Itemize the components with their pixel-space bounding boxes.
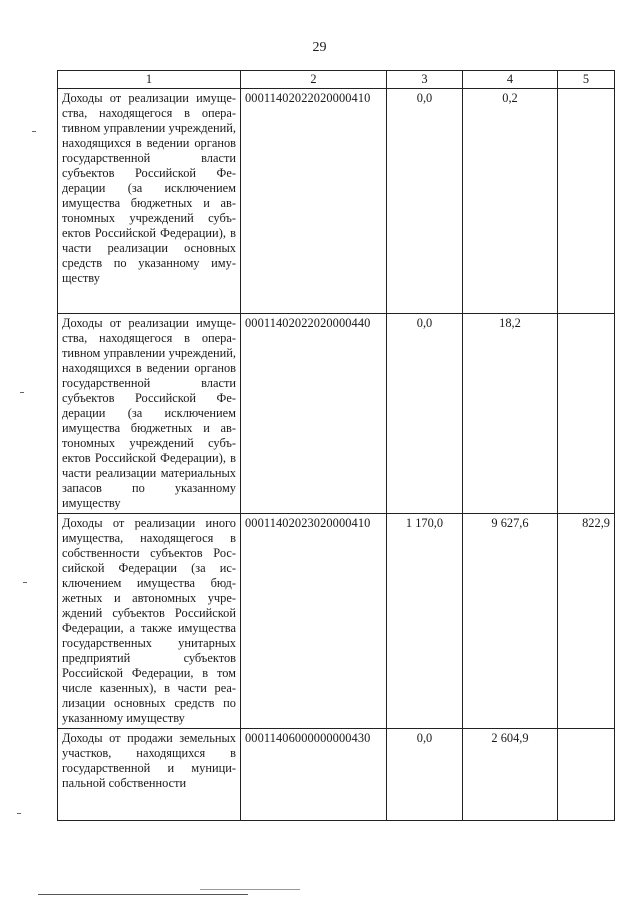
row-description: Доходы от продажи земельных участков, находящихся в государственной и муниципальной собственности [58, 729, 241, 821]
header-col-4: 4 [463, 71, 558, 89]
header-col-1: 1 [58, 71, 241, 89]
header-col-3: 3 [387, 71, 463, 89]
header-col-2: 2 [241, 71, 387, 89]
table-row [58, 514, 615, 729]
table-row [58, 314, 615, 514]
row-value-col4: 9 627,6 [463, 514, 558, 729]
scan-edge-line [38, 894, 248, 895]
row-description: Доходы от реализации иного имущества, находящегося в собственности субъектов Российской Федерации (за исключением имущества бюджетных и автономных учреждений субъектов Российской Федерации, а также имущества государственных унитарных предприятий субъектов Российской Федерации, в том числе казенных), в части реализации основных средств по указанному имуществу [58, 514, 241, 729]
row-value-col4: 0,2 [463, 89, 558, 314]
row-code: 00011402022020000440 [241, 314, 387, 514]
table-header-row [58, 71, 615, 89]
scan-edge-line [200, 889, 300, 890]
row-value-col5: 822,9 [558, 514, 615, 729]
row-value-col3: 1 170,0 [387, 514, 463, 729]
row-code: 00011402023020000410 [241, 514, 387, 729]
row-description: Доходы от реализации имущества, находящегося в оперативном управлении учреждений, находящихся в ведении органов государственной власти субъектов Российской Федерации (за исключением имущества бюджетных и автономных учреждений субъектов Российской Федерации), в части реализации материальных запасов по указанному имуществу [58, 314, 241, 514]
page-number: 29 [312, 40, 327, 55]
row-value-col4: 18,2 [463, 314, 558, 514]
row-value-col3: 0,0 [387, 314, 463, 514]
revenue-table [57, 70, 615, 821]
row-value-col3: 0,0 [387, 729, 463, 821]
row-code: 00011402022020000410 [241, 89, 387, 314]
table-row [58, 729, 615, 821]
row-value-col5 [558, 729, 615, 821]
header-col-5: 5 [558, 71, 615, 89]
table-row [58, 89, 615, 314]
row-value-col5 [558, 314, 615, 514]
scan-mark [23, 582, 27, 583]
scan-mark [32, 131, 36, 132]
row-value-col4: 2 604,9 [463, 729, 558, 821]
row-description: Доходы от реализации имущества, находящегося в оперативном управлении учреждений, находящихся в ведении органов государственной власти субъектов Российской Федерации (за исключением имущества бюджетных и автономных учреждений субъектов Российской Федерации), в части реализации основных средств по указанному имуществу [58, 89, 241, 314]
row-code: 00011406000000000430 [241, 729, 387, 821]
scan-mark [17, 813, 21, 814]
row-value-col3: 0,0 [387, 89, 463, 314]
scan-mark [20, 392, 24, 393]
row-value-col5 [558, 89, 615, 314]
